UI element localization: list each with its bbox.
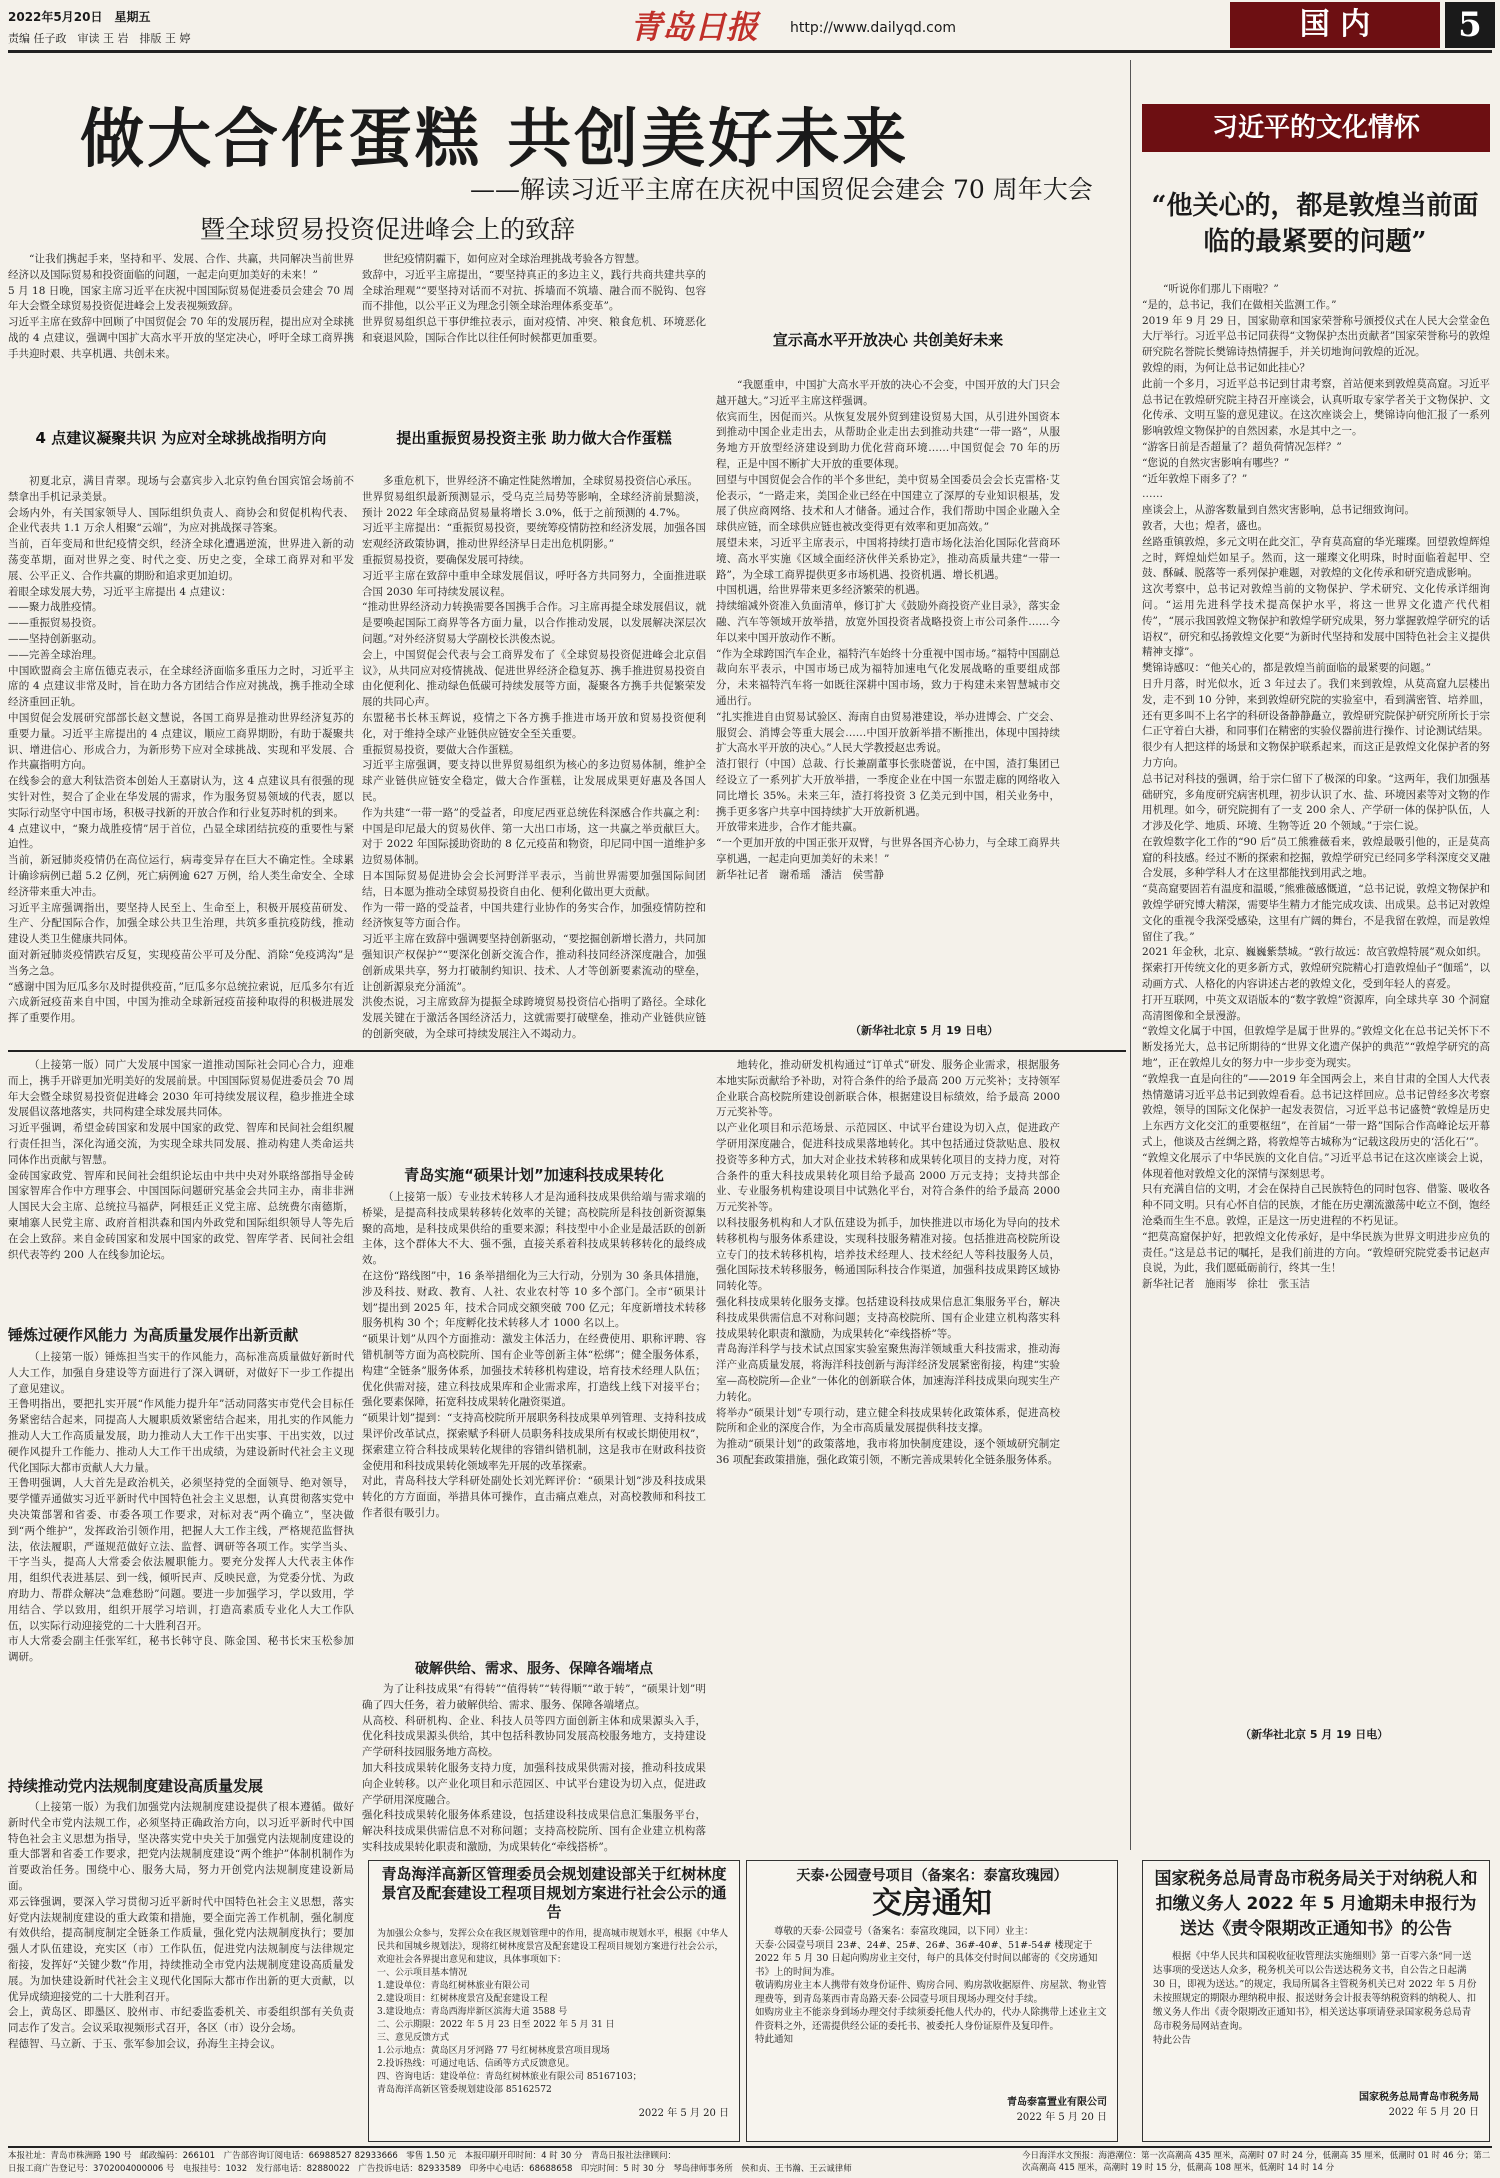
issue-date: 2022年5月20日 星期五 bbox=[8, 10, 151, 24]
lead-heading-3: 宣示高水平开放决心 共创美好未来 bbox=[772, 331, 1004, 349]
notice-planning-body: 为加强公众参与，发挥公众在我区规划管理中的作用，提高城市规划水平，根据《中华人民共和国城乡规划法》，现将红树林度景宫及配套建设工程项目规划方案进行社会公示，欢迎社会各界提出意见和建议，具体事项如下： 一、公示项目基本情况 1.建设单位：青岛红树林旅业有限公司 2.建设项目：红树林度景宫及配套建设工程 3.建设地点：青岛西海岸新区滨海大道 3588 号 二、公示期限：2022 年 5 月 23 日至 2022 年 5 月 31 日 三、意见反馈方式 1.公示地点：黄岛区月牙河路 77 号红树林度景宫项目现场 2.投诉热线：可通过电话、信函等方式反馈意见。 四、咨询电话：建设单位：青岛红树林旅业有限公司 85167103； 青岛海洋高新区管委规划建设部 85162572 bbox=[377, 1929, 729, 2095]
site-url[interactable]: http://www.dailyqd.com bbox=[790, 20, 957, 36]
notice-tax-org: 国家税务总局青岛市税务局 bbox=[1359, 2092, 1479, 2103]
mid-col1-bottom: （上接第一版）为我们加强党内法规制度建设提供了根本遵循。做好新时代全市党内法规工作，必须坚持正确政治方向，以习近平新时代中国特色社会主义思想为指导，坚决落实党中央关于加强党内法规制度建设的重大部署和省委工作要求，把党内法规制度建设“两个维护”体制机制作为首要政治任务。围绕中心、服务大局，努力开创党内法规制度建设新局面。 邓云锋强调，要深入学习贯彻习近平新时代中国特色社会主义思想，落实好党内法规制度建设的重大政策和措施，要全面完善工作机制，强化制度有效供给，提高制度制定全链条工作质量，强化党内法规制度执行；要加强人才队伍建设，充实区（市）工作队伍，促进党内法规制度与法律规定衔接，发挥好“关键少数”作用，持续推动全市党内法规制度建设高质量发展。为加快建设新时代社会主义现代化国际大都市作出新的更大贡献，以优异成绩迎接党的二十大胜利召开。 会上，黄岛区、即墨区、胶州市、市纪委监委机关、市委组织部有关负责同志作了发言。会议采取视频形式召开，各区（市）设分会场。 程德智、马立新、于玉、张军参加会议，孙海生主持会议。 bbox=[8, 1801, 354, 2050]
lead-source: （新华社北京 5 月 19 日电） bbox=[850, 1024, 999, 1037]
mid-heading-4: 破解供给、需求、服务、保障各端堵点 bbox=[415, 1661, 653, 1677]
notice-planning-title: 青岛海洋高新区管理委员会规划建设部关于红树林度景宫及配套建设工程项目规划方案进行社会公示的通告 bbox=[381, 1865, 727, 1921]
mid-heading-1: 锤炼过硬作风能力 为高质量发展作出新贡献 bbox=[8, 1326, 299, 1344]
lead-heading-1: 4 点建议凝聚共识 为应对全球挑战指明方向 bbox=[35, 429, 327, 447]
notice-tax-date: 2022 年 5 月 20 日 bbox=[1388, 2107, 1479, 2118]
newspaper-logo: 青岛日报 bbox=[630, 8, 759, 46]
mid-col1-top: （上接第一版）同广大发展中国家一道推动国际社会同心合力，迎难而上，携手开辟更加光明美好的发展前景。中国国际贸易促进委员会 70 周年大会暨全球贸易投资促进峰会 2030 年可持续发展议程，稳步推进全球发展倡议落地落实，共同构建全球发展共同体。 习近平强调，希望金砖国家和发展中国家的政党、智库和民间社会组织履行责任担当，深化沟通交流，为实现全球共同发展、推动构建人类命运共同体作出贡献与智慧。 金砖国家政党、智库和民间社会组织论坛由中共中央对外联络部指导金砖国家智库合作中方理事会、中国国际问题研究基金会共同主办，南非非洲人国民大会主席、总统拉马福萨，阿根廷正义党主席、总统费尔南德斯，柬埔寨人民党主席、政府首相洪森和国内外政党和国际组织领导人等先后在会上致辞。来自金砖国家和发展中国家的政党、智库学者、民间社会组织代表等约 200 人在线参加论坛。 bbox=[8, 1059, 354, 1261]
page-number: 5 bbox=[1445, 2, 1495, 48]
footer-tide: 今日海洋水文预报：海港潮位：第一次高潮高 435 厘米，高潮时 07 时 24 分，低潮高 35 厘米，低潮时 01 时 46 分；第二次高潮高 415 厘米，高潮时 19 时 15 分，低潮高 108 厘米，低潮时 14 时 14 分 bbox=[1022, 2151, 1491, 2173]
mid-col2-body: （上接第一版）专业技术转移人才是沟通科技成果供给端与需求端的桥梁，是提高科技成果转移转化效率的关键；高校院所是科技创新资源集聚的高地，是科技成果供给的重要来源；科技型中小企业是最活跃的创新主体，这个群体大不大、强不强，直接关系着科技成果转移转化的最终成效。 在这份“路线图”中，16 条举措细化为三大行动，分别为 30 条具体措施，涉及科技、财政、教育、人社、农业农村等 10 多个部门。全市“硕果计划”提出到 2025 年，技术合同成交额突破 700 亿元；年度新增技术转移服务机构 30 个；年度孵化技术转移人才 1000 名以上。 “硕果计划”从四个方面推动：激发主体活力，在经费使用、职称评聘、容错机制等方面为高校院所、国有企业等创新主体“松绑”；健全服务体系，构建“全链条”服务体系，加强技术转移机构建设，培育技术经理人队伍；优化供需对接，建立科技成果库和企业需求库，打造线上线下对接平台；强化要素保障，拓宽科技成果转化融资渠道。 “硕果计划”提到：“支持高校院所开展职务科技成果单列管理、支持科技成果评价改革试点，探索赋予科研人员职务科技成果所有权或长期使用权”，探索建立符合科技成果转化规律的容错纠错机制，这是我市在财政科技资金使用和科技成果转化领域率先开展的改革探索。 对此，青岛科技大学科研处副处长刘光辉评价：“硕果计划”涉及科技成果转化的方方面面，举措具体可操作，直击痛点难点，对高校教师和科技工作者很有吸引力。 bbox=[362, 1191, 706, 1519]
feature-source: （新华社北京 5 月 19 日电） bbox=[1240, 1728, 1389, 1741]
feature-banner: 习近平的文化情怀 bbox=[1142, 104, 1490, 152]
notice-handover-title: 交房通知 bbox=[872, 1886, 992, 1921]
lead-col3-body: “我愿重申，中国扩大高水平开放的决心不会变，中国开放的大门只会越开越大。”习近平主席这样强调。 依宾而生，因促而兴。从恢复发展外贸到建设贸易大国，从引进外国资本到推动中国企业走出去，从帮助企业走出去到推动共建“一带一路”，从服务地方开放型经济建设到助力优化营商环境……中国贸促会 70 年的历程，正是中国不断扩大开放的重要体现。 回望与中国贸促会合作的半个多世纪，美中贸易全国委员会会长克雷格·艾伦表示，“一路走来，美国企业已经在中国建立了深厚的专业知识根基，发展了供应商网络、技术和人才储备。通过合作，我们帮助中国企业融入全球供应链，而全球供应链也被改变得更有效率和更加高效。” 展望未来，习近平主席表示，中国将持续打造市场化法治化国际化营商环境、高水平实施《区域全面经济伙伴关系协定》，推动高质量共建“一带一路”，为全球工商界提供更多市场机遇、投资机遇、增长机遇。 中国机遇，给世界带来更多经济繁荣的机遇。 持续缩减外资准入负面清单，修订扩大《鼓励外商投资产业目录》，落实金融、汽车等领域开放举措，放宽外国投资者战略投资上市公司条件……今年以来中国开放动作不断。 “作为全球跨国汽车企业，福特汽车始终十分重视中国市场。”福特中国副总裁向东平表示，中国市场已成为福特加速电气化发展战略的重要组成部分，未来福特汽车将一如既往深耕中国市场，致力于构建未来智慧城市交通出行。 “扎实推进自由贸易试验区、海南自由贸易港建设，举办进博会、广交会、服贸会、消博会等重大展会……中国开放新举措不断推出，体现中国持续扩大高水平开放的决心。”人民大学教授赵忠秀说。 渣打银行（中国）总裁、行长兼副董事长张晓蕾说，在中国，渣打集团已经设立了一系列扩大开放举措，一季度企业在中国一东盟走廊的网络收入同比增长 35%。未来三年，渣打将投资 3 亿美元到中国，相关业务中，携手更多客户共享中国持续扩大开放新机遇。 开放带来进步，合作才能共赢。 “一个更加开放的中国正张开双臂，与世界各国齐心协力，与全球工商界共享机遇，一起走向更加美好的未来！” 新华社记者 谢希瑶 潘洁 侯雪静 bbox=[716, 379, 1060, 881]
notice-tax-title: 国家税务总局青岛市税务局关于对纳税人和扣缴义务人 2022 年 5 月逾期未申报行为送达《责令限期改正通知书》的公告 bbox=[1154, 1869, 1478, 1939]
notice-planning bbox=[368, 1860, 740, 2142]
section-tab: 国 内 bbox=[1230, 2, 1440, 48]
notice-handover-body: 尊敬的天泰·公园壹号（备案名：泰富玫瑰园，以下同）业主： 天泰·公园壹号项目 23#、24#、25#、26#、36#-40#、51#-54# 楼现定于 2022 年 5 月 30 日起向购房业主交付，每户的具体交付时间以邮寄的《交房通知书》上的时间为准。 敬请购房业主本人携带有效身份证件、购房合同、购房款收据原件、房屋款、物业管理费等，到青岛莱西市青岛路天泰·公园壹号项目现场办理交付手续。 如购房业主不能亲身到场办理交付手续须委托他人代办的，代办人除携带上述业主文件资料之外，还需提供经公证的委托书、被委托人身份证原件及复印件。 特此通知 bbox=[755, 1926, 1107, 2045]
lead-col2-intro: 世纪疫情阴霾下，如何应对全球治理挑战考验各方智慧。 致辞中，习近平主席提出，“要坚持真正的多边主义，践行共商共建共享的全球治理观”“要坚持对话而不对抗、拆墙而不筑墙、融合而不脱钩、包容而不排他，以公平正义为理念引领全球治理体系变革”。 世界贸易组织总干事伊维拉表示，面对疫情、冲突、粮食危机、环境恶化和衰退风险，国际合作比以往任何时候都更加重要。 bbox=[362, 253, 706, 344]
lead-col1-intro: “让我们携起手来，坚持和平、发展、合作、共赢，共同解决当前世界经济以及国际贸易和投资面临的问题，一起走向更加美好的未来！” 5 月 18 日晚，国家主席习近平在庆祝中国国际贸易促进委员会建会 70 周年大会暨全球贸易投资促进峰会上发表视频致辞。 习近平主席在致辞中回顾了中国贸促会 70 年的发展历程，提出应对全球挑战的 4 点建议，强调中国扩大高水平开放的坚定决心，呼吁全球工商界携手共迎时艰、共享机遇、共创未来。 bbox=[8, 253, 354, 360]
mid-col1-body: （上接第一版）锤炼担当实干的作风能力，高标准高质量做好新时代人大工作，加强自身建设等方面进行了深入调研，对做好下一步工作提出了意见建议。 王鲁明指出，要把扎实开展“作风能力提升年”活动同落实市党代会目标任务紧密结合起来，同提高人大履职质效紧密结合起来，用扎实的作风能力推动人大工作高质量发展，助力推动人大工作干出实事、干出实效，以过硬作风提升工作能力、推动人大工作干出成绩，为建设新时代社会主义现代化国际大都市贡献人大力量。 王鲁明强调，人大首先是政治机关，必须坚持党的全面领导、绝对领导，要学懂弄通做实习近平新时代中国特色社会主义思想，认真贯彻落实党中央决策部署和省委、市委各项工作要求，对标对表“两个确立”，坚决做到“两个维护”，发挥政治引领作用，把握人大工作主线，严格规范监督执法，依法履职，严谨规范做好立法、监督、调研等各项工作。实学当头、干字当头，提高人大常委会依法履职能力。要充分发挥人大代表主体作用，组织代表进基层、到一线，倾听民声、反映民意，为党委分忧、为政府助力、帮群众解决“急难愁盼”问题。要进一步加强学习，学以致用，学用结合、学以致用，组织开展学习培训，打造高素质专业化人大工作队伍，以实际行动迎接党的二十大胜利召开。 市人大常委会副主任张军红，秘书长韩守良、陈金国、秘书长宋玉松参加调研。 bbox=[8, 1351, 354, 1664]
editors-line: 责编 任子政 审读 王 岩 排版 王 婷 bbox=[8, 32, 191, 45]
lead-col1-body: 初夏北京，满目青翠。现场与会嘉宾步入北京钓鱼台国宾馆会场前不禁拿出手机记录美景。 会场内外，有关国家领导人、国际组织负责人、商协会和贸促机构代表、企业代表共 1.1 万余人相聚“云端”，为应对挑战探寻答案。 当前，百年变局和世纪疫情交织，经济全球化遭遇逆流，世界进入新的动荡变革期，面对世界之变、时代之变、历史之变，全球工商界对和平发展、公平正义、合作共赢的期盼和追求更加迫切。 着眼全球发展大势，习近平主席提出 4 点建议： ——聚力战胜疫情。 ——重振贸易投资。 ——坚持创新驱动。 ——完善全球治理。 中国欧盟商会主席伍德克表示，在全球经济面临多重压力之时，习近平主席的 4 点建议非常及时，旨在助力各方团结合作应对挑战，携手推动全球经济重回正轨。 中国贸促会发展研究部部长赵文慧说，各国工商界是推动世界经济复苏的重要力量。习近平主席提出的 4 点建议，顺应工商界期盼，有助于凝聚共识、增进信心、形成合力，为新形势下应对全球挑战、实现和平发展、合作共赢指明方向。 在线参会的意大利钛浩资本创始人王嘉尉认为，这 4 点建议具有很强的现实针对性，契合了企业在华发展的需求，作为服务贸易领域的代表，愿以实际行动坚守中国市场，积极寻找新的开放合作和行业复苏时机的到来。 4 点建议中，“聚力战胜疫情”居于首位，凸显全球团结抗疫的重要性与紧迫性。 当前，新冠肺炎疫情仍在高位运行，病毒变异存在巨大不确定性。全球累计确诊病例已超 5.2 亿例，死亡病例逾 627 万例，给人类生命安全、全球经济带来重大冲击。 习近平主席强调指出，要坚持人民至上、生命至上，积极开展疫苗研发、生产、分配国际合作，加强全球公共卫生治理，共筑多重抗疫防线，推动建设人类卫生健康共同体。 面对新冠肺炎疫情跌宕反复，实现疫苗公平可及分配、消除“免疫鸿沟”是当务之急。 “感谢中国为厄瓜多尔及时提供疫苗，”厄瓜多尔总统拉索说，厄瓜多尔有近六成新冠疫苗来自中国，中国为推动全球新冠疫苗接种取得的积极进展发挥了重要作用。 bbox=[8, 475, 354, 1025]
notice-handover bbox=[746, 1860, 1118, 2142]
footer-line-1: 本报社址：青岛市株洲路 190 号 邮政编码：266101 广告部咨询订阅电话：66988527 82933666 零售 1.50 元 本报印刷开印时间：4 时 30 分 青岛日报社法律顾问： bbox=[8, 2151, 676, 2161]
middle-rule bbox=[8, 1050, 1126, 1052]
lead-col2-body: 多重危机下，世界经济不确定性陡然增加，全球贸易投资信心承压。 世界贸易组织最新预测显示，受乌克兰局势等影响，全球经济前景黯淡，预计 2022 年全球商品贸易量将增长 3.0%，低于之前预测的 4.7%。 习近平主席提出：“重振贸易投资，要统筹疫情防控和经济发展，加强各国宏观经济政策协调，推动世界经济早日走出危机阴影。” 重振贸易投资，要确保发展可持续。 习近平主席在致辞中重申全球发展倡议，呼吁各方共同努力，全面推进联合国 2030 年可持续发展议程。 “推动世界经济动力转换需要各国携手合作。习主席再提全球发展倡议，就是要唤起国际工商界等各方面力量，以合作推动发展，以发展解决深层次问题。”对外经济贸易大学副校长洪俊杰说。 会上，中国贸促会代表与会工商界发布了《全球贸易投资促进峰会北京倡议》，从共同应对疫情挑战、促进世界经济企稳复苏、携手推进贸易投资自由化便利化、推动绿色低碳可持续发展等方面，凝聚各方携手共促繁荣发展的共同心声。 东盟秘书长林玉辉说，疫情之下各方携手推进市场开放和贸易投资便利化，对于维持全球产业链供应链安全至关重要。 重振贸易投资，要做大合作蛋糕。 习近平主席强调，要支持以世界贸易组织为核心的多边贸易体制，维护全球产业链供应链安全稳定，做大合作蛋糕，让发展成果更好惠及各国人民。 作为共建“一带一路”的受益者，印度尼西亚总统佐科深感合作共赢之利：中国是印尼最大的贸易伙伴、第一大出口市场，这一共赢之举贡献巨大。对于 2022 年国际援助资助的 8 亿元疫苗和物资，印尼同中国一道维护多边贸易体制。 日本国际贸易促进协会会长河野洋平表示，当前世界需要加强国际间团结，日本愿为推动全球贸易投资自由化、便利化做出更大贡献。 作为一带一路的受益者，中国共建行业协作的务实合作，加强疫情防控和经济恢复等方面合作。 习近平主席在致辞中强调要坚持创新驱动，“要挖掘创新增长潜力，共同加强知识产权保护”“要深化创新交流合作，推动科技同经济深度融合，加强创新成果共享，努力打破制约知识、技术、人才等创新要素流动的壁垒，让创新源泉充分涌流”。 洪俊杰说，习主席致辞为提振全球跨境贸易投资信心指明了路径。全球化发展关键在于激活各国经济活力，这就需要打破壁垒，推动产业链供应链的创新突破，为全球可持续发展注入不竭动力。 bbox=[362, 475, 706, 1040]
notice-tax bbox=[1142, 1860, 1490, 2142]
feature-body: “听说你们那儿下雨啦？” “是的，总书记，我们在做相关监测工作。” 2019 年 9 月 29 日，国家勋章和国家荣誉称号颁授仪式在人民大会堂金色大厅举行。习近平总书记同获得“文物保护杰出贡献者”国家荣誉称号的敦煌研究院名誉院长樊锦诗热情握手，并关切地询问敦煌的近况。 敦煌的雨，为何让总书记如此挂心？ 此前一个多月，习近平总书记到甘肃考察，首站便来到敦煌莫高窟。习近平总书记在敦煌研究院主持召开座谈会，认真听取专家学者关于文物保护、文化传承、文明互鉴的意见建议。在这次座谈会上，樊锦诗向他汇报了一系列影响敦煌文物保护的自然因素，水是其中之一。 “游客日前是否超量了？超负荷情况怎样？” “您说的自然灾害影响有哪些？” “近年敦煌下雨多了？” …… 座谈会上，从游客数量到自然灾害影响，总书记细致询问。 敦者，大也；煌者，盛也。 丝路重镇敦煌，多元文明在此交汇，孕育莫高窟的华光璀璨。回望敦煌辉煌之时，辉煌灿烂如星子。然而，这一璀璨文化明珠，时时面临着起甲、空鼓、酥碱、脱落等一系列保护难题，对敦煌的文化传承和研究造成影响。 这次考察中，总书记对敦煌当前的文物保护、学术研究、文化传承详细询问。“运用先进科学技术提高保护水平，将这一世界文化遗产代代相传”，“展示我国敦煌文物保护和敦煌学研究成果，努力掌握敦煌学研究的话语权”，研究和弘扬敦煌文化要“为新时代坚持和发展中国特色社会主义提供精神支撑”。 樊锦诗感叹：“他关心的，都是敦煌当前面临的最紧要的问题。” 日升月落，时光似水，近 3 年过去了。我们来到敦煌，从莫高窟九层楼出发，走不到 10 分钟，来到敦煌研究院的实验室中，看到满密管、培养皿，还有更多叫不上名字的科研设备静静矗立，敦煌研究院保护研究所所长于宗仁正守着白大褂，和同事们在精密的实验仪器前进行操作、讨论测试结果。 很少有人把这样的场景和文物保护联系起来，而这正是敦煌文化保护者的努力方向。 总书记对科技的强调，给于宗仁留下了极深的印象。“这两年，我们加强基础研究，多角度研究病害机理，初步认识了水、盐、环境因素等对文物的作用机理。如今，研究院拥有了一支 200 余人、产学研一体的保护队伍，人才涉及化学、地质、环境、生物等近 20 个领域。”于宗仁说。 在敦煌数字化工作的“90 后”员工熊雅薇看来，敦煌最吸引他的，正是莫高窟的科技感。经过不断的探索和挖掘，敦煌学研究已经同多学科深度交叉融合发展，多种学科人才在这里都能找到用武之地。 “莫高窟要固若有温度和温暖，”熊雅薇感慨道，“总书记说，敦煌文物保护和敦煌学研究博大精深，需要毕生精力才能完成攻读、出成果。总书记对敦煌文化的重视令我深受感染，这里有广阔的舞台，不是我留在敦煌，而是敦煌留住了我。” 2021 年金秋，北京、巍巍紫禁城。“敦行故远：故宫敦煌特展”观众如织。 探索打开传统文化的更多新方式，敦煌研究院精心打造敦煌仙子“伽瑶”，以动画方式、人格化的内容讲述古老的敦煌文化，受到年轻人的喜爱。 打开互联网，中英文双语版本的“数字敦煌”资源库，向全球共享 30 个洞窟高清图像和全景漫游。 “敦煌文化属于中国，但敦煌学是属于世界的。”敦煌文化在总书记关怀下不断发扬光大，总书记所期待的“世界文化遗产保护的典范”“敦煌学研究的高地”，正在敦煌儿女的努力中一步步变为现实。 “敦煌我一直是向往的”——2019 年全国两会上，来自甘肃的全国人大代表热情邀请习近平总书记到敦煌看看。总书记这样回应。总书记曾经多次考察敦煌，领导的国际文化保护一起发表贺信，习近平总书记盛赞“敦煌是历史上东西方文化交汇的重要枢纽”，在首届“一带一路”国际合作高峰论坛开幕式上，他谈及古丝绸之路，将敦煌等古城称为“记载这段历史的‘活化石’”。 “敦煌文化展示了中华民族的文化自信。”习近平总书记在这次座谈会上说，体现着他对敦煌文化的深情与深刻思考。 只有充满自信的文明，才会在保持自己民族特色的同时包容、借鉴、吸收各种不同文明。只有心怀自信的民族，才能在历史潮流激荡中屹立不倒，饱经沧桑而生生不息。敦煌，正是这一历史进程的不朽见证。 “把莫高窟保护好，把敦煌文化传承好，是中华民族为世界文明进步应负的责任。”这是总书记的嘱托，是我们前进的方向。“敦煌研究院党委书记赵声良说，为此，我们愿砥砺前行，终其一生！ 新华社记者 施雨岑 徐壮 张玉洁 bbox=[1142, 283, 1490, 1291]
notice-tax-body: 根据《中华人民共和国税收征收管理法实施细则》第一百零六条“同一送达事项的受送达人众多，税务机关可以公告送达税务文书，自公告之日起满 30 日，即视为送达。”的规定，我局所属各主管税务机关已对 2022 年 5 月份未按照规定的期限办理纳税申报、报送财务会计报表等纳税资料的纳税人、扣缴义务人作出《责令限期改正通知书》，相关送达事项请登录国家税务总局青岛市税务局网站查询。 特此公告 bbox=[1153, 1951, 1477, 2046]
lead-heading-2: 提出重振贸易投资主张 助力做大合作蛋糕 bbox=[396, 429, 672, 447]
notice-handover-date: 2022 年 5 月 20 日 bbox=[1016, 2112, 1107, 2123]
footer-rule bbox=[8, 2146, 1492, 2148]
mid-heading-2: 持续推动党内法规制度建设高质量发展 bbox=[8, 1777, 264, 1795]
mid-col2-bottom: 为了让科技成果“有得转”“值得转”“转得顺”“敢于转”，“硕果计划”明确了四大任务，着力破解供给、需求、服务、保障各端堵点。 从高校、科研机构、企业、科技人员等四方面创新主体和成果源头入手，优化科技成果源头供给，其中包括科教协同发展高校服务地方，支持建设产学研科技园服务地方高校。 加大科技成果转化服务支持力度，加强科技成果供需对接，推动科技成果向企业转移。以产业化项目和示范园区、中试平台建设为切入点，促进政产学研用深度融合。 强化科技成果转化服务体系建设，包括建设科技成果信息汇集服务平台，解决科技成果供需信息不对称问题；支持高校院所、国有企业建立机构落实科技成果转化职责和激励，为成果转化“牵线搭桥”。 bbox=[362, 1683, 706, 1852]
mid-heading-3: 青岛实施“硕果计划”加速科技成果转化 bbox=[404, 1166, 664, 1184]
feature-title: “他关心的，都是敦煌当前面临的最紧要的问题” bbox=[1151, 191, 1479, 257]
lead-subtitle-1: ——解读习近平主席在庆祝中国贸促会建会 70 周年大会 bbox=[470, 175, 1093, 204]
footer-line-2: 日报工商广告登记号：3702004000006 号 电报挂号：1032 发行部电话：82880022 广告投诉电话：82933589 印务中心电话：68688658 印完时间：5 时 30 分 琴岛律师事务所 侯和贞、王书瀚、王云诚律师 bbox=[8, 2164, 852, 2174]
mid-col3-body: 地转化，推动研发机构通过“订单式”研发、服务企业需求，根据服务本地实际贡献给予补助，对符合条件的给予最高 200 万元奖补；支持领军企业联合高校院所建设创新联合体，根据建设目标绩效，给予最高 2000 万元奖补等。 以产业化项目和示范场景、示范园区、中试平台建设为切入点，促进政产学研用深度融合，促进科技成果落地转化。其中包括通过贷款贴息、股权投资等多种方式，加大对企业技术转移和成果转化项目的支持力度，对符合条件的重大科技成果转化项目给予最高 2000 万元支持；支持共部企业、专业服务机构建设项目中试熟化平台，对符合条件的给予最高 2000 万元奖补等。 以科技服务机构和人才队伍建设为抓手，加快推进以市场化为导向的技术转移机构与服务体系建设，实现科技服务精准对接。包括推进高校院所设立专门的技术转移机构，培养技术经理人、技术经纪人等科技服务人员，强化国际技术转移服务，畅通国际科技合作渠道，加强科技成果跨区域协同转化等。 强化科技成果转化服务支撑。包括建设科技成果信息汇集服务平台，解决科技成果供需信息不对称问题；支持高校院所、国有企业建立机构落实科技成果转化职责和激励，为成果转化“牵线搭桥”等。 青岛海洋科学与技术试点国家实验室聚焦海洋领域重大科技需求，推动海洋产业高质量发展，将海洋科技创新与海洋经济发展紧密衔接，构建“实验室—高校院所—企业”一体化的创新联合体，加速海洋科技成果向现实生产力转化。 将举办“硕果计划”专项行动，建立健全科技成果转化政策体系，促进高校院所和企业的深度合作，为全市高质量发展提供科技支撑。 为推动“硕果计划”的政策落地，我市将加快制度建设，逐个领域研究制定 36 项配套政策措施，强化政策引领，不断完善成果转化全链条服务体系。 bbox=[716, 1059, 1060, 1466]
lead-title: 做大合作蛋糕 共创美好未来 bbox=[80, 102, 910, 177]
notice-handover-org: 青岛泰富置业有限公司 bbox=[1007, 2097, 1107, 2108]
notice-handover-top: 天泰·公园壹号项目（备案名：泰富玫瑰园） bbox=[796, 1868, 1068, 1884]
masthead-rule bbox=[8, 50, 1492, 53]
right-col-divider bbox=[1130, 60, 1131, 1850]
lead-subtitle-2: 暨全球贸易投资促进峰会上的致辞 bbox=[200, 215, 576, 244]
notice-planning-date: 2022 年 5 月 20 日 bbox=[638, 2108, 729, 2119]
